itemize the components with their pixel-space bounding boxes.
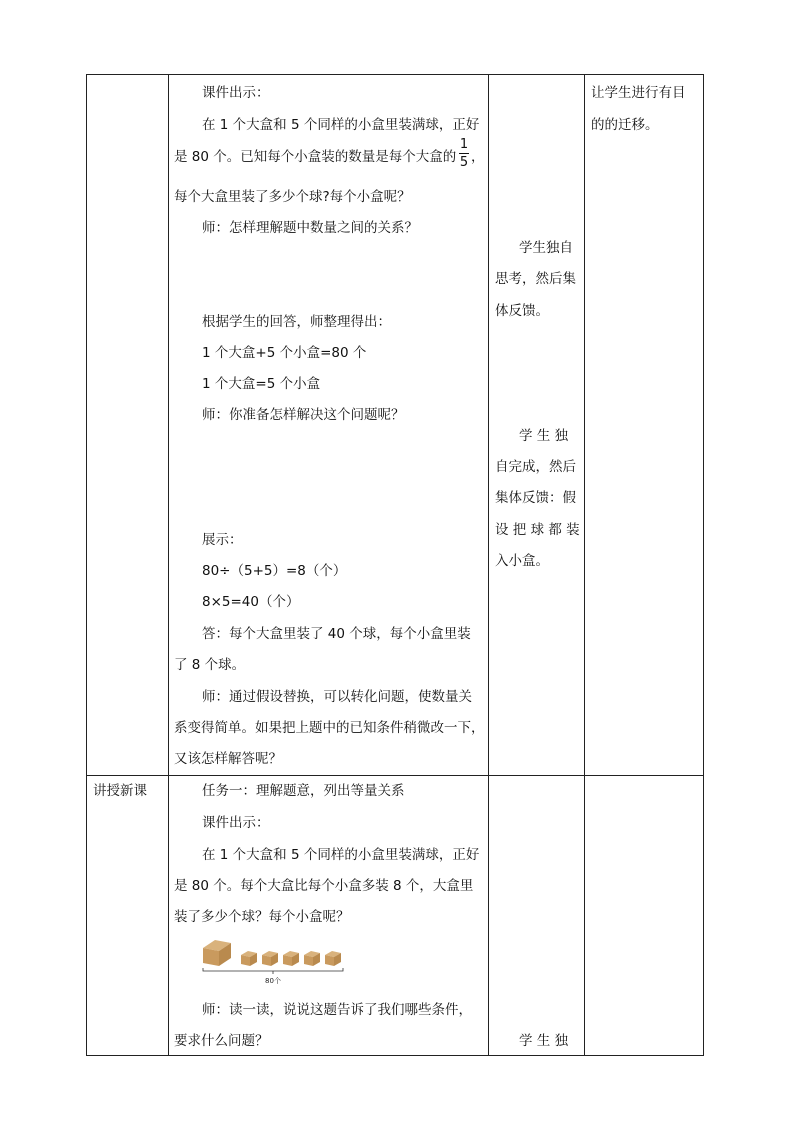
text-line: 师：读一读，说说这题告诉了我们哪些条件， <box>202 1002 472 1018</box>
student-activity-cell <box>489 776 585 1056</box>
text-line: 在 1 个大盒和 5 个同样的小盒里装满球，正好 <box>202 117 480 133</box>
text-line: 入小盒。 <box>495 553 549 569</box>
design-intent-cell <box>585 75 704 776</box>
text-line: 1 个大盒+5 个小盒=80 个 <box>202 345 367 361</box>
text-line: 学 生 独 <box>519 1033 569 1049</box>
small-box-icon <box>283 951 299 966</box>
text-line: ， <box>471 149 485 165</box>
design-intent-cell <box>585 776 704 1056</box>
text-line: 又该怎样解答呢？ <box>174 751 282 767</box>
task-heading: 任务一：理解题意，列出等量关系 <box>202 783 405 799</box>
student-activity-cell <box>489 75 585 776</box>
total-bracket <box>203 968 343 974</box>
fraction <box>459 137 469 170</box>
text-line: 让学生进行有目 <box>591 85 686 101</box>
text-line: 师：通过假设替换，可以转化问题，使数量关 <box>202 689 472 705</box>
stage-cell <box>87 75 169 776</box>
text-line: 是 80 个。每个大盒比每个小盒多装 8 个，大盒里 <box>174 878 474 894</box>
text-line: 课件出示： <box>202 815 270 831</box>
text-line: 学 生 独 <box>519 428 569 444</box>
total-label: 80个 <box>265 977 281 985</box>
fraction-bar <box>459 153 469 154</box>
small-box-icon <box>325 951 341 966</box>
text-line: 在 1 个大盒和 5 个同样的小盒里装满球，正好 <box>202 847 480 863</box>
small-box-icon <box>241 951 257 966</box>
text-line: 了 8 个球。 <box>174 657 246 673</box>
teaching-process-cell <box>169 75 489 776</box>
text-span: 是 80 个。已知每个小盒装的数量是每个大盒的 <box>174 149 457 165</box>
text-line: 思考，然后集 <box>495 271 576 287</box>
text-line: 学生独自 <box>519 240 573 256</box>
stage-cell <box>87 776 169 1056</box>
text-line: 体反馈。 <box>495 303 549 319</box>
fraction-denominator: 5 <box>459 155 469 170</box>
text-line: 每个大盒里装了多少个球?每个小盒呢？ <box>174 189 411 205</box>
text-line: 80÷（5+5）=8（个） <box>202 563 347 579</box>
small-box-icon <box>262 951 278 966</box>
text-line: 答：每个大盒里装了 40 个球，每个小盒里装 <box>202 626 471 642</box>
text-line: 根据学生的回答，师整理得出： <box>202 314 391 330</box>
text-line: 系变得简单。如果把上题中的已知条件稍微改一下， <box>174 720 485 736</box>
boxes-illustration <box>201 938 351 986</box>
text-line: 课件出示： <box>202 85 270 101</box>
stage-label: 讲授新课 <box>93 783 147 799</box>
text-line: 师：你准备怎样解决这个问题呢？ <box>202 407 405 423</box>
text-line: 集体反馈：假 <box>495 490 576 506</box>
fraction-numerator: 1 <box>459 137 469 152</box>
text-line: 展示： <box>202 532 243 548</box>
text-line: 的的迁移。 <box>591 117 659 133</box>
text-line: 装了多少个球？每个小盒呢？ <box>174 909 350 925</box>
text-line: 自完成，然后 <box>495 459 576 475</box>
text-line: 8×5=40（个） <box>202 594 300 610</box>
text-line: 设 把 球 都 装 <box>495 522 580 538</box>
text-line: 要求什么问题？ <box>174 1033 269 1049</box>
small-box-icon <box>304 951 320 966</box>
teaching-process-cell <box>169 776 489 1056</box>
text-line: 师：怎样理解题中数量之间的关系？ <box>202 220 418 236</box>
table-row <box>87 75 704 776</box>
lesson-table <box>86 74 704 1056</box>
table-row <box>87 776 704 1056</box>
text-line: 1 个大盒=5 个小盒 <box>202 376 321 392</box>
large-box-icon <box>203 940 231 966</box>
text-line <box>174 147 456 167</box>
